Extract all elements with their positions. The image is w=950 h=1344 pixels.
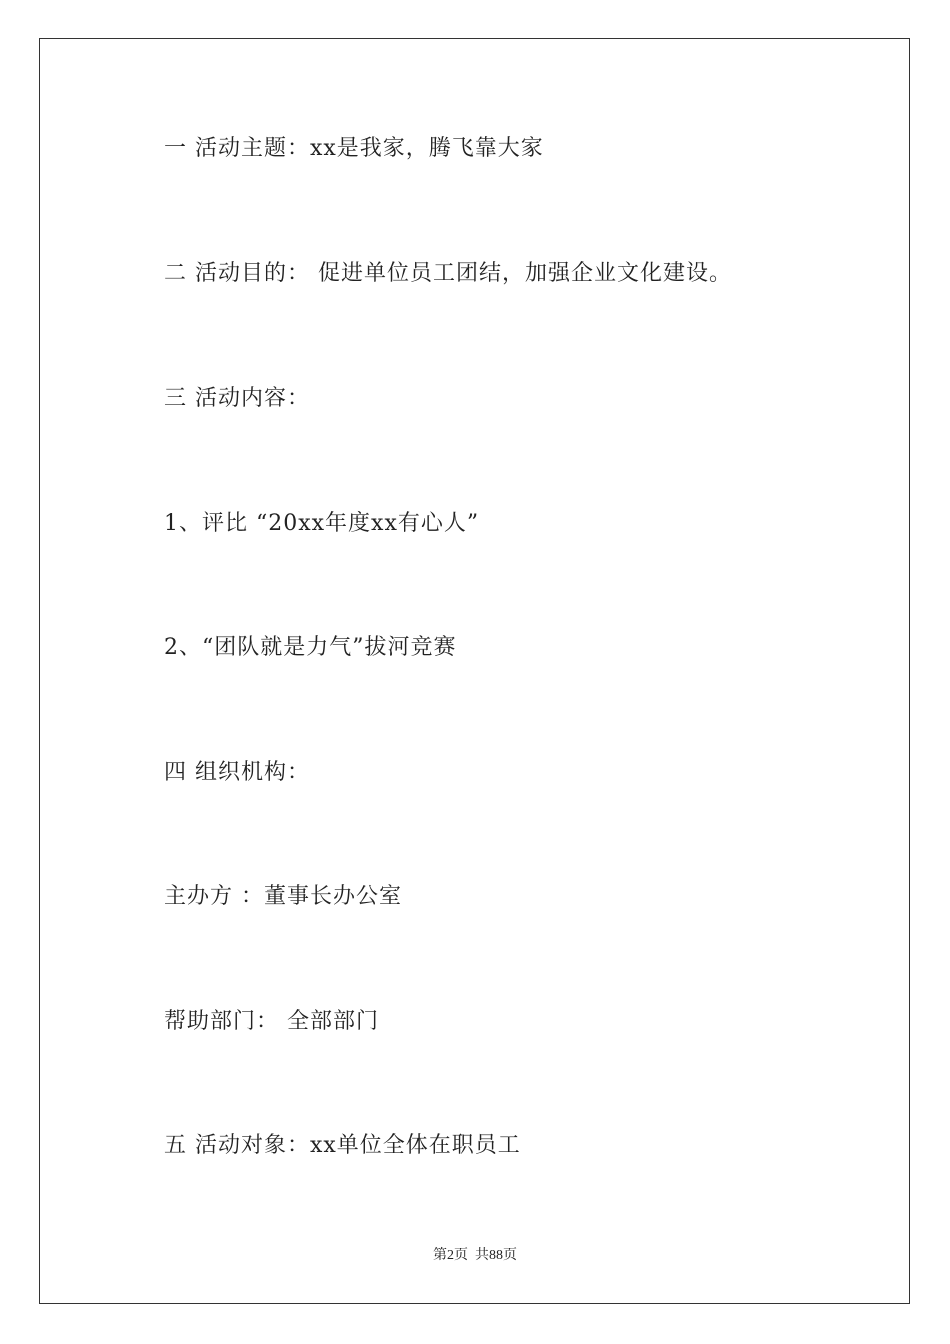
section-1-theme: 一 活动主题：xx是我家，腾飞靠大家 — [164, 136, 544, 161]
section-4-organization-heading: 四 组织机构： — [164, 760, 310, 785]
content-item-1: 1、评比 “20xx年度xx有心人” — [164, 511, 480, 536]
assisting-departments-line: 帮助部门： 全部部门 — [164, 1009, 379, 1034]
page-number-footer: 第2页 共88页 — [433, 1248, 517, 1263]
section-2-purpose: 二 活动目的： 促进单位员工团结，加强企业文化建设。 — [164, 261, 732, 286]
section-3-content-heading: 三 活动内容： — [164, 386, 310, 411]
page-border — [39, 38, 910, 1304]
content-item-2: 2、“团队就是力气”拔河竞赛 — [164, 635, 457, 660]
organizer-line: 主办方 ：董事长办公室 — [164, 884, 402, 909]
section-5-participants: 五 活动对象：xx单位全体在职员工 — [164, 1133, 521, 1158]
